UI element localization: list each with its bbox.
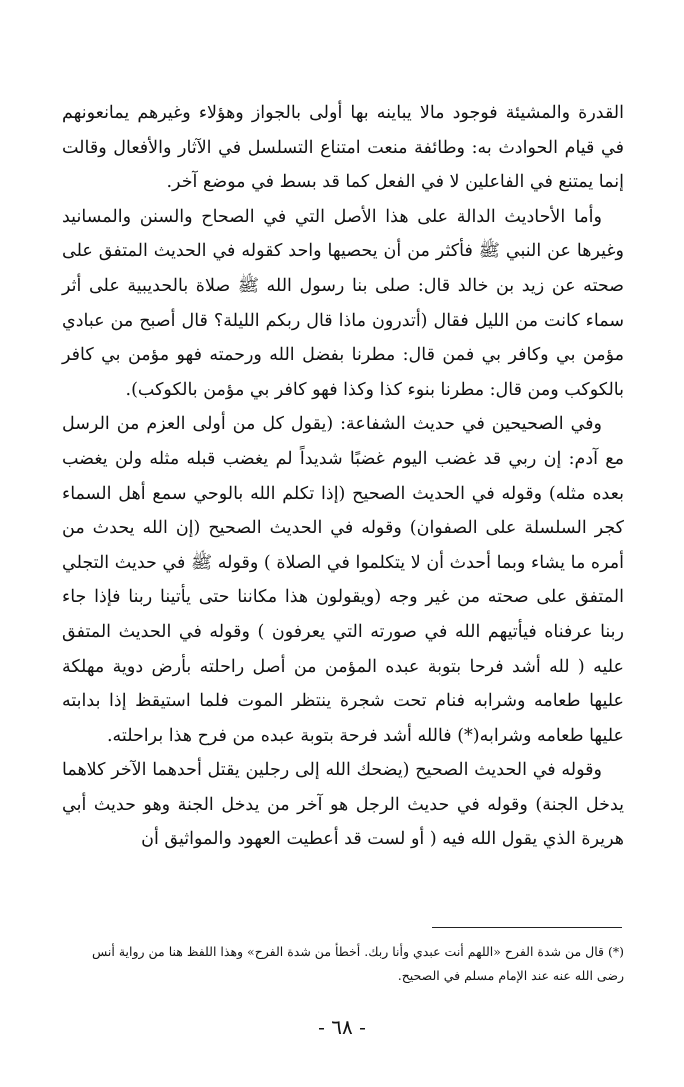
paragraph-2: وأما الأحاديث الدالة على هذا الأصل التي في الصحاح والسنن والمسانيد وغيرها عن النبي ﷺ فأكثر من أن يحصيها واحد كقوله في الحديث المتفق على صحته عن زيد بن خالد قال: صلى بنا رسول الله ﷺ صلاة بالحديبية على أثر سماء كانت من الليل فقال (أتدرون ماذا قال ربكم الليلة؟ قال أصبح من عبادي مؤمن بي وكافر بي فمن قال: مطرنا بفضل الله ورحمته فهو مؤمن بي كافر بالكوكب ومن قال: مطرنا بنوء كذا وكذا فهو كافر بي مؤمن بالكوكب). <box>62 206 624 400</box>
main-text <box>62 96 624 857</box>
paragraph-1: القدرة والمشيئة فوجود مالا يباينه بها أولى بالجواز وهؤلاء وغيرهم يمانعونهم في قيام الحوادث به: وطائفة منعت امتناع التسلسل في الآثار والأفعال وقالت إنما يمتنع في الفاعلين لا في الفعل كما قد بسط في موضع آخر. <box>62 103 624 193</box>
footnote: (*) قال من شدة الفرح «اللهم أنت عبدي وأنا ربك. أخطأ من شدة الفرح» وهذا اللفظ هنا من رواية أنس رضى الله عنه عند الإمام مسلم في الصحيح. <box>91 944 624 983</box>
paragraph-3: وفي الصحيحين في حديث الشفاعة: (يقول كل من أولى العزم من الرسل مع آدم: إن ربي قد غضب اليوم غضبًا شديداً لم يغضب قبله مثله ولن يغضب بعده مثله) وقوله في الحديث الصحيح (إذا تكلم الله بالوحي سمع أهل السماء كجر السلسلة على الصفوان) وقوله في الحديث الصحيح (إن الله يحدث من أمره ما يشاء وبما أحدث أن لا يتكلموا في الصلاة ) وقوله ﷺ في حديث التجلي المتفق على صحته من غير وجه (ويقولون هذا مكاننا حتى يأتينا ربنا فإذا جاء ربنا عرفناه فيأتيهم الله في صورته التي يعرفون ) وقوله في الحديث المتفق عليه ( لله أشد فرحا بتوبة عبده المؤمن من أصل راحلته بأرض دوية مهلكة عليها طعامه وشرابه فنام تحت شجرة ينتظر الموت فلما استيقظ إذا بدابته عليها طعامه وشرابه(*) فالله أشد فرحة بتوبة عبده من فرح هذا براحلته. <box>62 414 624 746</box>
footnote-divider <box>432 927 622 928</box>
page-number: - ٦٨ - <box>318 1015 366 1039</box>
paragraph-4: وقوله في الحديث الصحيح (يضحك الله إلى رجلين يقتل أحدهما الآخر كلاهما يدخل الجنة) وقوله في حديث الرجل هو آخر من يدخل الجنة وهو حديث أبي هريرة الذي يقول الله فيه ( أو لست قد أعطيت العهود والمواثيق أن <box>62 760 624 850</box>
